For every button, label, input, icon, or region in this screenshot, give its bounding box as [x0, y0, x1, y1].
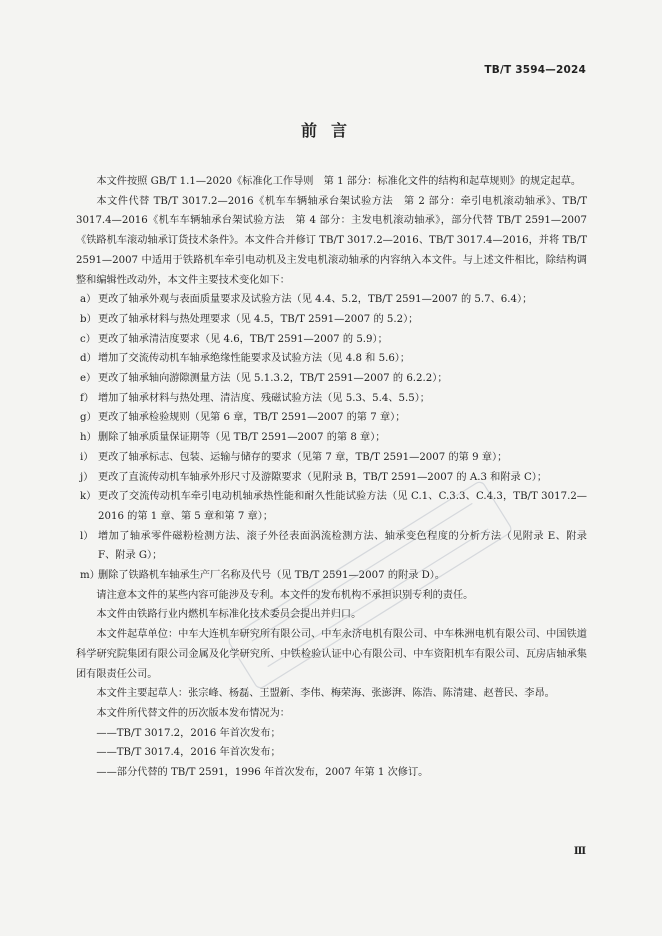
- list-item-text: 更改了交流传动机车牵引电动机轴承热性能和耐久性能试验方法（见 C.1、C.3.3、C.4.3，TB/T 3017.2—2016 的第 1 章、第 5 章和第 7 章）；: [98, 491, 587, 522]
- paragraph-drafting-rules: 本文件按照 GB/T 1.1—2020《标准化工作导则 第 1 部分：标准化文件的结构和起草规则》的规定起草。: [96, 176, 582, 187]
- list-item: [76, 310, 587, 330]
- list-item: [76, 487, 587, 526]
- list-item-text: 更改了轴承轴向游隙测量方法（见 5.1.3.2，TB/T 2591—2007 的 6.2.2）；: [98, 373, 448, 385]
- list-item-label: f）: [80, 392, 94, 404]
- list-item-text: 增加了轴承材料与热处理、清洁度、残磁试验方法（见 5.3、5.4、5.5）；: [98, 392, 430, 404]
- history-intro: 本文件所代替文件的历次版本发布情况为：: [96, 707, 290, 719]
- list-item-text: 删除了铁路机车轴承生产厂名称及代号（见 TB/T 2591—2007 的附录 D）。: [98, 570, 446, 582]
- foreword-body: [76, 172, 587, 783]
- list-item: [76, 428, 587, 448]
- list-item-text: 更改了轴承清洁度要求（见 4.6，TB/T 2591—2007 的 5.9）；: [98, 333, 388, 345]
- list-item-text: 更改了直流传动机车轴承外形尺寸及游隙要求（见附录 B，TB/T 2591—2007 的 A.3 和附录 C）；: [98, 471, 548, 483]
- list-item-label: g）: [80, 412, 97, 424]
- list-item: [76, 290, 587, 310]
- page-title: 前言: [300, 121, 361, 140]
- proposer-statement: 本文件由铁路行业内燃机车标准化技术委员会提出并归口。: [96, 609, 362, 621]
- changes-list: [76, 290, 587, 586]
- list-item: [76, 389, 587, 409]
- list-item: [76, 527, 587, 566]
- list-item-text: 增加了轴承零件磁粉检测方法、滚子外径表面涡流检测方法、轴承变色程度的分析方法（见附录 E、附录 F、附录 G）；: [98, 530, 587, 562]
- document-code: TB/T 3594—2024: [484, 64, 586, 76]
- list-item-label: m）: [80, 570, 100, 582]
- list-item: [76, 330, 587, 350]
- history-item: ——TB/T 3017.4，2016 年首次发布；: [96, 747, 281, 759]
- list-item-label: h）: [80, 432, 97, 444]
- patent-notice: 请注意本文件的某些内容可能涉及专利。本文件的发布机构不承担识别专利的责任。: [96, 589, 474, 601]
- list-item-label: j）: [80, 471, 94, 483]
- list-item: [76, 408, 587, 428]
- drafters: 本文件主要起草人：张宗峰、杨磊、王盟新、李伟、梅荣海、张澎湃、陈浩、陈清建、赵普民、李昂。: [96, 688, 555, 700]
- list-item-label: i）: [80, 451, 94, 463]
- paragraph-replacement: 本文件代替 TB/T 3017.2—2016《机车车辆轴承台架试验方法 第 2 部分：牵引电机滚动轴承》、TB/T 3017.4—2016《机车车辆轴承台架试验方法 第 4 部分：主发电机滚动轴承》，部分代替 TB/T 2591—2007《铁路机车滚动轴承订货技术条件》。本文件合并修订 TB/T 3017.2—2016、TB/T 3017.4—2016，并将 TB/T 2591—2007 中适用于铁路机车牵引电动机及主发电机滚动轴承的内容纳入本文件。与上述文件相比，除结构调整和编辑性改动外，本文件主要技术变化如下：: [76, 195, 587, 286]
- list-item-label: d）: [80, 353, 97, 365]
- list-item-text: 更改了轴承外观与表面质量要求及试验方法（见 4.4、5.2，TB/T 2591—2007 的 5.7、6.4）；: [98, 294, 533, 306]
- list-item: [76, 468, 587, 488]
- history-item: ——部分代替的 TB/T 2591，1996 年首次发布，2007 年第 1 次修订。: [96, 767, 429, 779]
- page-number: Ⅲ: [573, 846, 586, 857]
- list-item: [76, 448, 587, 468]
- list-item-text: 删除了轴承质量保证期等（见 TB/T 2591—2007 的第 8 章）；: [98, 432, 386, 444]
- list-item-label: c）: [80, 333, 96, 345]
- list-item-label: l）: [80, 530, 94, 542]
- list-item-text: 更改了轴承标志、包装、运输与储存的要求（见第 7 章，TB/T 2591—2007 的第 9 章）；: [98, 451, 508, 463]
- list-item-label: k）: [80, 491, 97, 503]
- list-item: [76, 349, 587, 369]
- list-item: [76, 566, 587, 586]
- list-item-label: e）: [80, 373, 97, 385]
- list-item-text: 增加了交流传动机车轴承绝缘性能要求及试验方法（见 4.8 和 5.6）；: [98, 353, 411, 365]
- list-item-text: 更改了轴承检验规则（见第 6 章，TB/T 2591—2007 的第 7 章）；: [98, 412, 406, 424]
- drafting-units: 本文件起草单位：中车大连机车研究所有限公司、中车永济电机有限公司、中车株洲电机有限公司、中国铁道科学研究院集团有限公司金属及化学研究所、中铁检验认证中心有限公司、中车资阳机车有限公司、瓦房店轴承集团有限责任公司。: [76, 629, 587, 680]
- list-item-label: a）: [80, 294, 97, 306]
- list-item: [76, 369, 587, 389]
- list-item-label: b）: [80, 313, 97, 325]
- list-item-text: 更改了轴承材料与热处理要求（见 4.5，TB/T 2591—2007 的 5.2）；: [98, 313, 419, 325]
- history-item: ——TB/T 3017.2，2016 年首次发布；: [96, 727, 281, 739]
